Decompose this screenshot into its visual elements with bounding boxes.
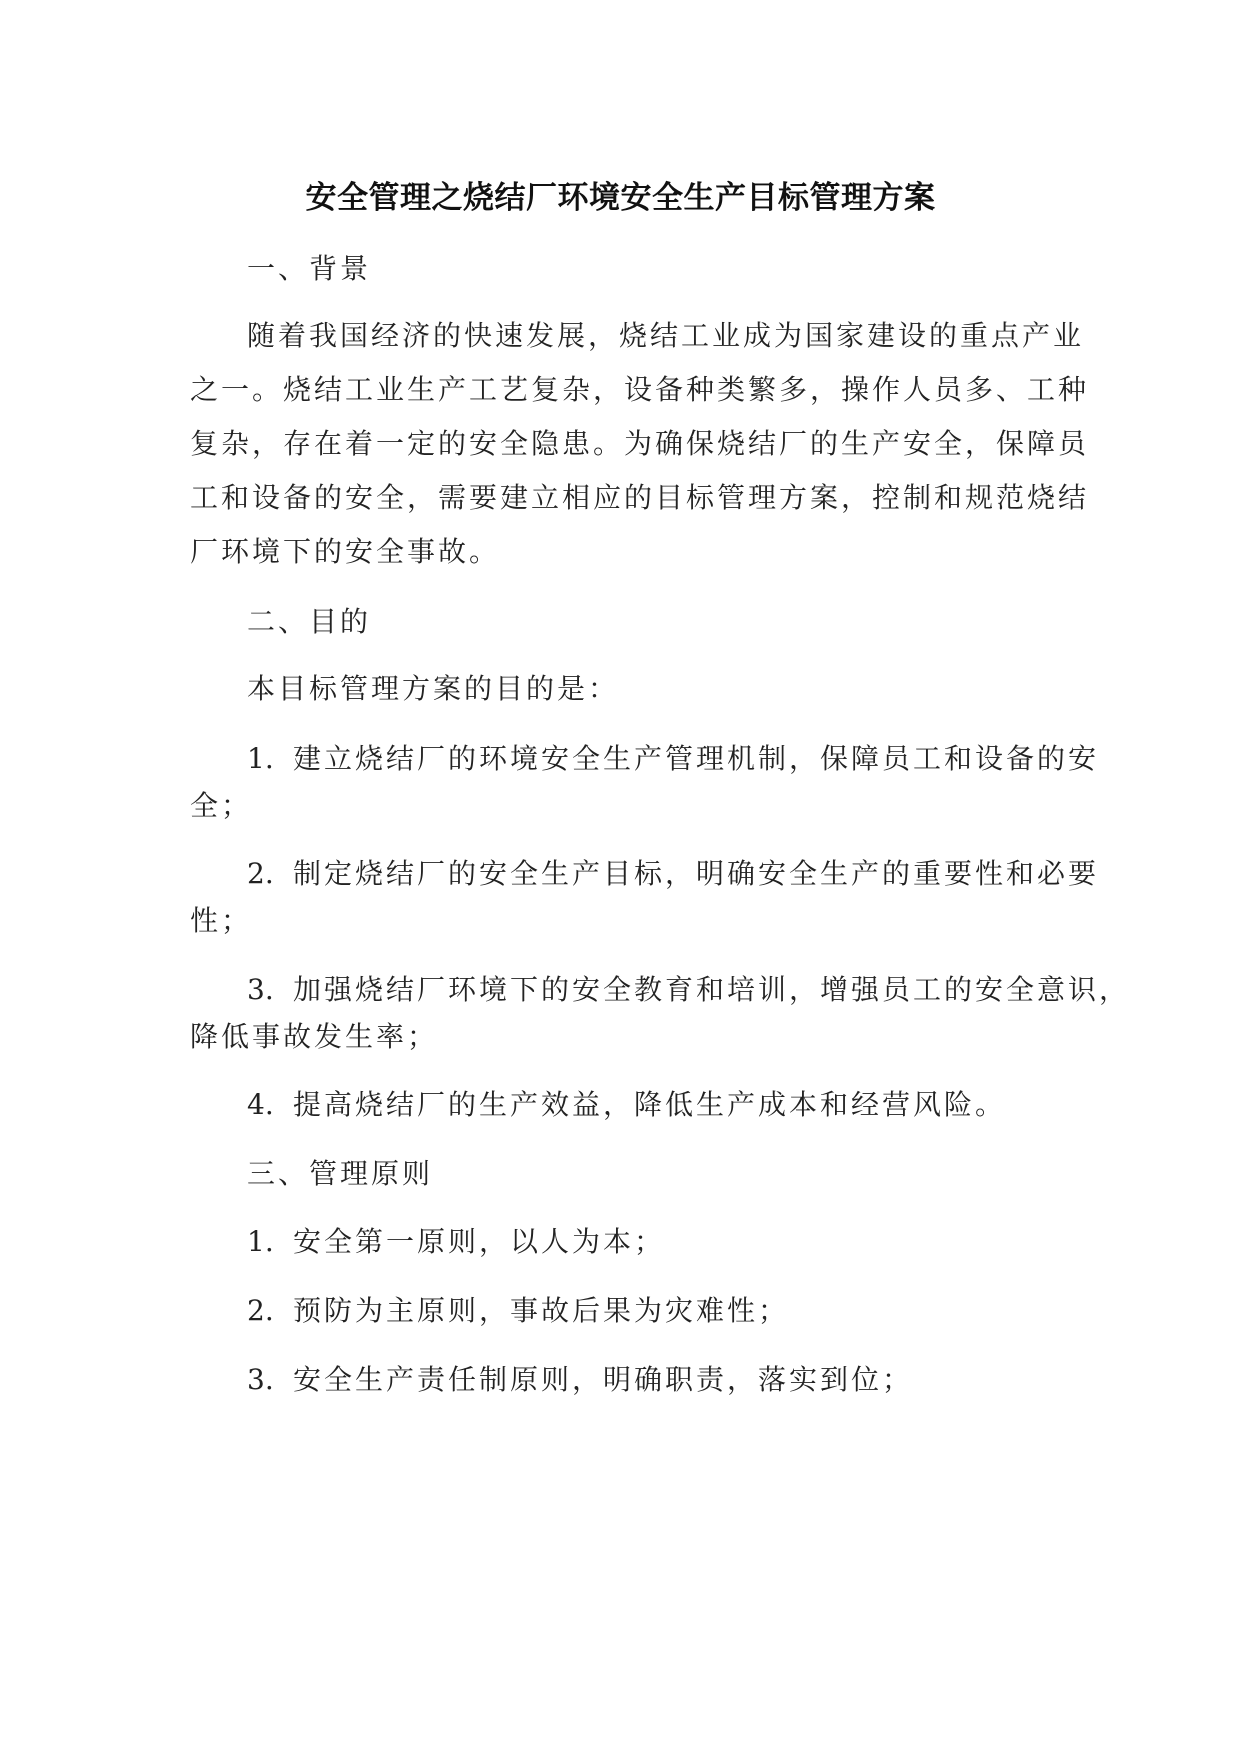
list-number: 3. bbox=[247, 973, 274, 1006]
list-item-continuation: 降低事故发生率； bbox=[190, 1020, 439, 1053]
section-heading-purpose: 二、目的 bbox=[247, 605, 372, 638]
list-item-text: 加强烧结厂环境下的安全教育和培训，增强员工的安全意识， bbox=[293, 973, 1131, 1006]
purpose-item-1 bbox=[247, 737, 1099, 781]
paragraph-line: 工和设备的安全，需要建立相应的目标管理方案，控制和规范烧结 bbox=[190, 481, 1090, 514]
purpose-item-3 bbox=[247, 968, 1130, 1012]
purpose-intro: 本目标管理方案的目的是： bbox=[247, 672, 620, 705]
list-number: 2. bbox=[247, 857, 274, 890]
list-item-continuation: 性； bbox=[190, 904, 253, 937]
principle-item-1 bbox=[247, 1220, 665, 1264]
list-item-text: 预防为主原则，事故后果为灾难性； bbox=[293, 1294, 790, 1327]
principle-item-2 bbox=[247, 1289, 789, 1333]
paragraph-line: 随着我国经济的快速发展，烧结工业成为国家建设的重点产业 bbox=[247, 319, 1085, 352]
paragraph-line: 复杂，存在着一定的安全隐患。为确保烧结厂的生产安全，保障员 bbox=[190, 427, 1090, 460]
purpose-item-2 bbox=[247, 852, 1099, 896]
section-heading-background: 一、背景 bbox=[247, 252, 372, 285]
list-item-continuation: 全； bbox=[190, 789, 253, 822]
paragraph-line: 厂环境下的安全事故。 bbox=[190, 535, 501, 568]
principle-item-3 bbox=[247, 1358, 913, 1402]
list-item-text: 提高烧结厂的生产效益，降低生产成本和经营风险。 bbox=[293, 1088, 1007, 1121]
list-item-text: 制定烧结厂的安全生产目标，明确安全生产的重要性和必要 bbox=[293, 857, 1100, 890]
paragraph-line: 之一。烧结工业生产工艺复杂，设备种类繁多，操作人员多、工种 bbox=[190, 373, 1090, 406]
list-item-text: 建立烧结厂的环境安全生产管理机制，保障员工和设备的安 bbox=[293, 742, 1100, 775]
list-number: 4. bbox=[247, 1088, 274, 1121]
list-number: 2. bbox=[247, 1294, 274, 1327]
document-title: 安全管理之烧结厂环境安全生产目标管理方案 bbox=[305, 180, 936, 216]
section-heading-principles: 三、管理原则 bbox=[247, 1157, 434, 1190]
list-number: 1. bbox=[247, 1225, 274, 1258]
purpose-item-4 bbox=[247, 1083, 1006, 1127]
list-item-text: 安全第一原则，以人为本； bbox=[293, 1225, 666, 1258]
list-item-text: 安全生产责任制原则，明确职责，落实到位； bbox=[293, 1363, 914, 1396]
list-number: 1. bbox=[247, 742, 274, 775]
list-number: 3. bbox=[247, 1363, 274, 1396]
